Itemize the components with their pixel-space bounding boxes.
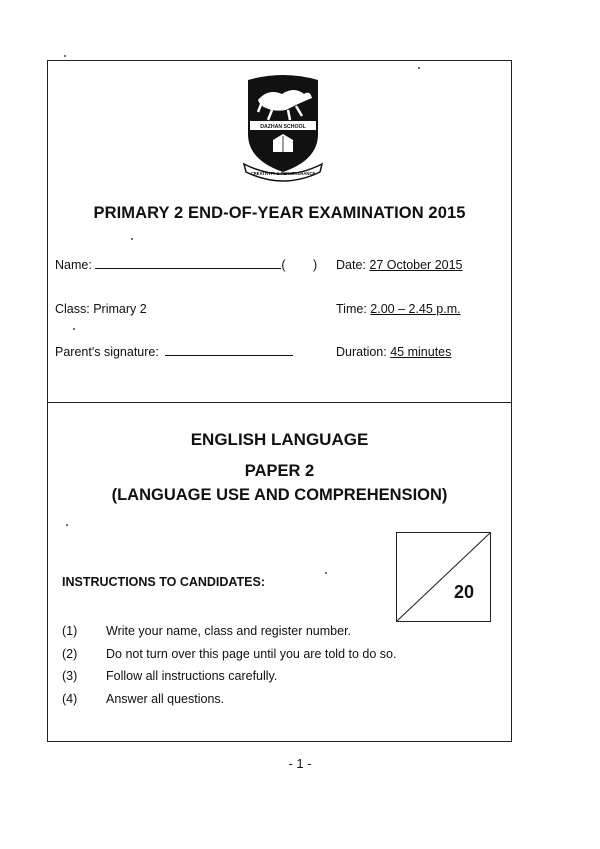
time-value: 2.00 – 2.45 p.m. (370, 302, 461, 316)
scan-speck (66, 524, 68, 526)
exam-title: PRIMARY 2 END-OF-YEAR EXAMINATION 2015 (93, 204, 466, 222)
parent-signature-blank (165, 355, 293, 356)
time-field (336, 302, 461, 316)
scan-speck (131, 238, 133, 240)
score-total: 20 (453, 582, 474, 602)
scan-speck (64, 55, 66, 57)
register-paren-open: ( (281, 258, 286, 272)
scan-speck (418, 67, 420, 69)
parent-signature-label: Parent's signature: (55, 345, 159, 359)
date-label: Date: (336, 258, 366, 272)
date-value: 27 October 2015 (369, 258, 463, 272)
duration-value: 45 minutes (390, 345, 452, 359)
instruction-text: Write your name, class and register number. (106, 624, 352, 638)
register-paren-close: ) (312, 258, 318, 272)
score-box (396, 532, 491, 622)
instructions-heading: INSTRUCTIONS TO CANDIDATES: (62, 575, 266, 589)
score-box-diagonal (397, 533, 490, 621)
parent-signature-field (55, 345, 293, 359)
paper-description: (LANGUAGE USE AND COMPREHENSION) (111, 486, 448, 504)
instruction-text: Follow all instructions carefully. (106, 669, 278, 683)
subject-title: ENGLISH LANGUAGE (190, 430, 369, 449)
instruction-item (62, 647, 396, 661)
scan-speck (73, 328, 75, 330)
name-field (55, 258, 317, 272)
duration-label: Duration: (336, 345, 387, 359)
instruction-item (62, 669, 277, 683)
instruction-number: (4) (62, 692, 78, 706)
instruction-text: Answer all questions. (106, 692, 225, 706)
time-label: Time: (336, 302, 367, 316)
paper-number: PAPER 2 (244, 462, 315, 480)
section-divider (48, 402, 511, 403)
instruction-number: (1) (62, 624, 78, 638)
date-field (336, 258, 463, 272)
school-crest-logo (238, 72, 328, 184)
scan-speck (325, 572, 327, 574)
class-label: Class: Primary 2 (55, 302, 147, 316)
instruction-item (62, 692, 224, 706)
name-blank (95, 268, 281, 269)
crest-motto: CREATIVITY & PERSEVERANCE (250, 171, 316, 176)
duration-field (336, 345, 451, 359)
instruction-text: Do not turn over this page until you are told to do so. (106, 647, 397, 661)
exam-cover-frame (47, 60, 512, 742)
instruction-number: (2) (62, 647, 78, 661)
page-number: - 1 - (288, 756, 312, 771)
instruction-item (62, 624, 351, 638)
name-label: Name: (55, 258, 92, 272)
instruction-number: (3) (62, 669, 78, 683)
crest-school-name: DAZHAN SCHOOL (260, 124, 306, 130)
